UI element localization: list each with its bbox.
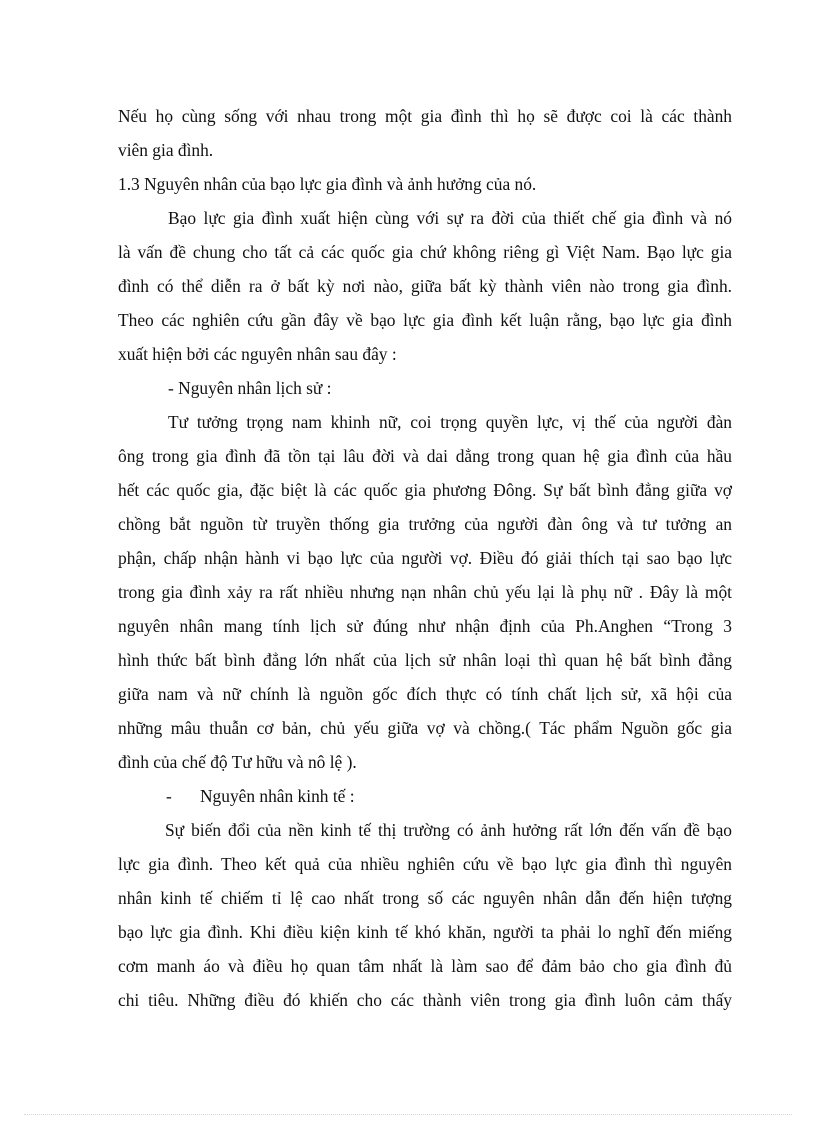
paragraph-line: chồng bắt nguồn từ truyền thống gia trưởng của người đàn ông và tư tưởng an	[118, 514, 732, 534]
paragraph-line: đình của chế độ Tư hữu và nô lệ ).	[118, 752, 357, 772]
paragraph-line: hình thức bất bình đẳng lớn nhất của lịch sử nhân loại thì quan hệ bất bình đẳng	[118, 650, 732, 670]
paragraph-line: Theo các nghiên cứu gần đây về bạo lực gia đình kết luận rằng, bạo lực gia đình	[118, 310, 732, 330]
paragraph-line: là vấn đề chung cho tất cả các quốc gia chứ không riêng gì Việt Nam. Bạo lực gia	[118, 242, 732, 262]
paragraph-line: Bạo lực gia đình xuất hiện cùng với sự ra đời của thiết chế gia đình và nó	[168, 208, 732, 228]
subheading-economic-cause	[118, 779, 732, 813]
paragraph-line: cơm manh áo và điều họ quan tâm nhất là làm sao để đảm bảo cho gia đình đủ	[118, 956, 732, 976]
paragraph-line: phận, chấp nhận hành vi bạo lực của người vợ. Điều đó giải thích tại sao bạo lực	[118, 548, 732, 568]
paragraph-line: chi tiêu. Những điều đó khiến cho các thành viên trong gia đình luôn cảm thấy	[118, 990, 732, 1010]
subheading-history-cause: - Nguyên nhân lịch sử :	[168, 378, 332, 398]
paragraph-line: giữa nam và nữ chính là nguồn gốc đích thực có tính chất lịch sử, xã hội của	[118, 684, 732, 704]
paragraph-line: những mâu thuẫn cơ bản, chủ yếu giữa vợ và chồng.( Tác phẩm Nguồn gốc gia	[118, 718, 732, 738]
paragraph-line: lực gia đình. Theo kết quả của nhiều nghiên cứu về bạo lực gia đình thì nguyên	[118, 854, 732, 874]
subheading-text: Nguyên nhân kinh tế :	[200, 786, 355, 806]
paragraph-line: xuất hiện bởi các nguyên nhân sau đây :	[118, 344, 397, 364]
section-heading: 1.3 Nguyên nhân của bạo lực gia đình và ảnh hưởng của nó.	[118, 174, 537, 194]
paragraph-line: đình có thể diễn ra ở bất kỳ nơi nào, giữa bất kỳ thành viên nào trong gia đình.	[118, 276, 732, 296]
paragraph-line: ông trong gia đình đã tồn tại lâu đời và dai dẳng trong quan hệ gia đình của hầu	[118, 446, 732, 466]
paragraph-line: trong gia đình xảy ra rất nhiều nhưng nạn nhân chủ yếu lại là phụ nữ . Đây là một	[118, 582, 732, 602]
paragraph-line: viên gia đình.	[118, 140, 214, 160]
bullet-dash: -	[166, 786, 172, 806]
paragraph-line: hết các quốc gia, đặc biệt là các quốc gia phương Đông. Sự bất bình đẳng giữa vợ	[118, 480, 732, 500]
paragraph-line: nhân kinh tế chiếm tỉ lệ cao nhất trong số các nguyên nhân dẫn đến hiện tượng	[118, 888, 732, 908]
paragraph-line: bạo lực gia đình. Khi điều kiện kinh tế khó khăn, người ta phải lo nghĩ đến miếng	[118, 922, 732, 942]
paragraph-line: Sự biến đổi của nền kinh tế thị trường có ảnh hưởng rất lớn đến vấn đề bạo	[165, 820, 732, 840]
paragraph-line: Nếu họ cùng sống với nhau trong một gia đình thì họ sẽ được coi là các thành	[118, 106, 732, 126]
paragraph-line: nguyên nhân mang tính lịch sử đúng như nhận định của Ph.Anghen “Trong 3	[118, 616, 732, 636]
document-body	[118, 99, 732, 1017]
paragraph-line: Tư tưởng trọng nam khinh nữ, coi trọng quyền lực, vị thế của người đàn	[168, 412, 732, 432]
page-bottom-border	[24, 1114, 792, 1115]
